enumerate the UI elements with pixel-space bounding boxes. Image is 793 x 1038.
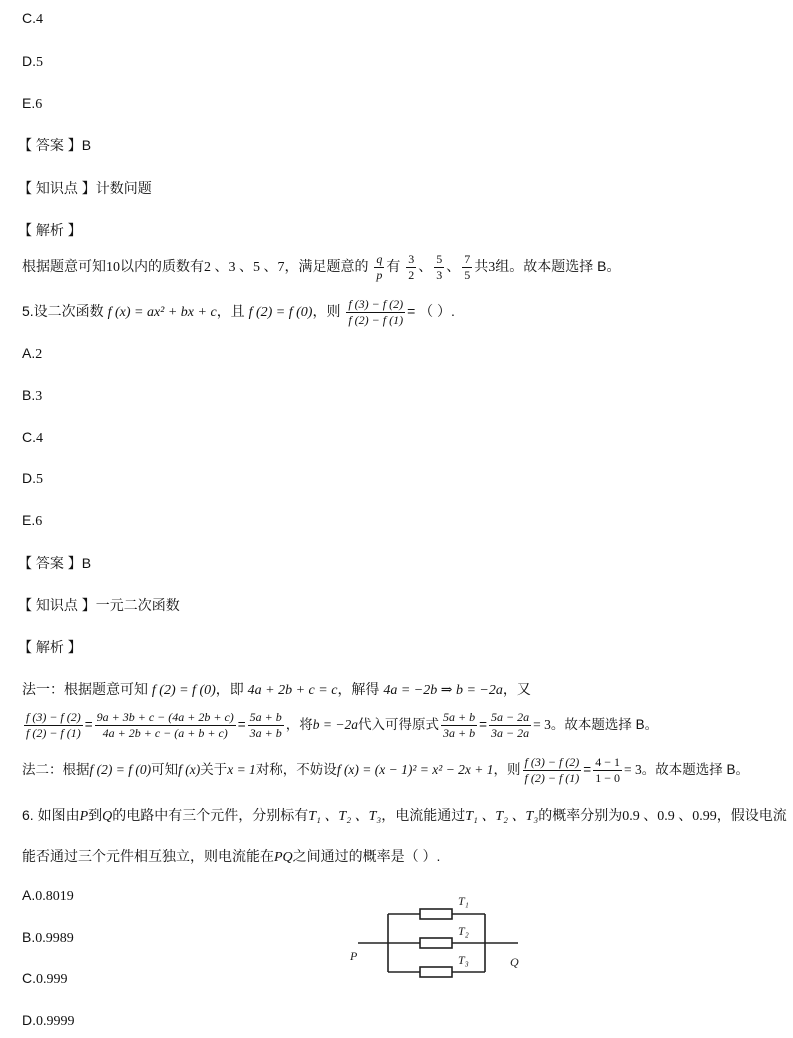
m1-frac-3: $\frac{5a + b}{3a + b}$ bbox=[249, 710, 282, 740]
q5-option-d[interactable]: D.5 bbox=[22, 470, 43, 487]
q6-stem-line1: 6. 如图由P到Q的电路中有三个元件，分别标有T₁ 、T₂ 、T₃，电流能通过T₁ 、T₂ 、T₃的概率分别为0.9 、0.9 、0.99，假设电流 bbox=[22, 807, 787, 824]
label-t3: T₃ bbox=[458, 953, 469, 967]
prev-option-e: E.6 bbox=[22, 95, 43, 112]
q5-analysis-label: 【 解析 】 bbox=[18, 639, 82, 655]
q5-method1-line1: 法一：根据题意可知 f (2) = f (0)，即 4a + 2b + c = c，解得 4a = −2b ⇒ b = −2a，又 bbox=[22, 681, 531, 698]
q4-analysis-label: 【 解析 】 bbox=[18, 222, 82, 238]
q6-option-b[interactable]: B.0.9989 bbox=[22, 929, 74, 946]
q5-answer: 【 答案 】B bbox=[18, 555, 92, 571]
label-t1: T₁ bbox=[458, 894, 469, 908]
q5-method2: 法二：根据f (2) = f (0)可知f (x)关于x = 1对称，不妨设f (x) = (x − 1)² = x² − 2x + 1，则 $\frac{f (3) - f (2)}{f (2) - f (1)}$ = $\frac{4 - 1}{1 - 0}$ = 3。故本题选择 B。 bbox=[22, 755, 749, 785]
label-p: P bbox=[350, 949, 358, 963]
m1-frac-4: $\frac{5a + b}{3a + b}$ bbox=[443, 710, 476, 740]
q6-option-d[interactable]: D.0.9999 bbox=[22, 1012, 75, 1029]
q4-explanation: 根据题意可知10以内的质数有2 、3 、5 、7，满足题意的 $\frac{q}{p}$ 有 $\frac{3}{2}$ 、 $\frac{5}{3}$ 、 $\frac{7}{5}$ 共3组。故本题选择 B。 bbox=[22, 252, 621, 282]
m2-frac-2: $\frac{4 - 1}{1 - 0}$ bbox=[595, 755, 620, 785]
q5-stem: 5.设二次函数 f (x) = ax² + bx + c，且 f (2) = f (0)，则 $\frac{f (3) - f (2)}{f (2) - f (1)}$ = （ ）. bbox=[22, 297, 455, 327]
q5-stem-fraction: $\frac{f (3) - f (2)}{f (2) - f (1)}$ bbox=[348, 297, 404, 327]
q5-option-c[interactable]: C.4 bbox=[22, 429, 43, 446]
frac-3-2: $\frac{3}{2}$ bbox=[408, 252, 415, 282]
q6-option-a[interactable]: A.0.8019 bbox=[22, 887, 74, 904]
prev-option-c: C.4 bbox=[22, 10, 43, 27]
q4-answer: 【 答案 】B bbox=[18, 137, 92, 153]
q5-option-b[interactable]: B.3 bbox=[22, 387, 43, 404]
frac-5-3: $\frac{5}{3}$ bbox=[436, 252, 443, 282]
q4-knowledge: 【 知识点 】计数问题 bbox=[18, 180, 152, 196]
label-t2: T₂ bbox=[458, 924, 469, 938]
q5-option-e[interactable]: E.6 bbox=[22, 512, 43, 529]
resistor-t2 bbox=[420, 938, 452, 948]
frac-7-5: $\frac{7}{5}$ bbox=[464, 252, 471, 282]
q5-knowledge: 【 知识点 】一元二次函数 bbox=[18, 597, 180, 613]
q6-stem-line2: 能否通过三个元件相互独立，则电流能在PQ之间通过的概率是（ ）. bbox=[22, 848, 441, 865]
circuit-diagram bbox=[340, 888, 530, 988]
frac-q-p: $\frac{q}{p}$ bbox=[376, 252, 383, 282]
resistor-t3 bbox=[420, 967, 452, 977]
q6-option-c[interactable]: C.0.999 bbox=[22, 970, 68, 987]
label-q: Q bbox=[510, 955, 519, 969]
m1-frac-5: $\frac{5a - 2a}{3a - 2a}$ bbox=[491, 710, 530, 740]
resistor-t1 bbox=[420, 909, 452, 919]
m1-frac-2: $\frac{9a + 3b + c - (4a + 2b + c)}{4a + 2b + c - (a + b + c)}$ bbox=[96, 710, 234, 740]
q5-option-a[interactable]: A.2 bbox=[22, 345, 43, 362]
m1-frac-1: $\frac{f (3) - f (2)}{f (2) - f (1)}$ bbox=[26, 710, 81, 740]
prev-option-d: D.5 bbox=[22, 53, 43, 70]
m2-frac-1: $\frac{f (3) - f (2)}{f (2) - f (1)}$ bbox=[524, 755, 580, 785]
q5-method1-line2: $\frac{f (3) - f (2)}{f (2) - f (1)}$ = $\frac{9a + 3b + c - (4a + 2b + c)}{4a + 2b + c - (a + b + c)}$ = $\frac{5a + b}{3a + b}$ ，将b = −2a代入可得原式 $\frac{5a + b}{3a + b}$ = $\frac{5a - 2a}{3a - 2a}$ = 3。故本题选择 B。 bbox=[26, 710, 659, 740]
